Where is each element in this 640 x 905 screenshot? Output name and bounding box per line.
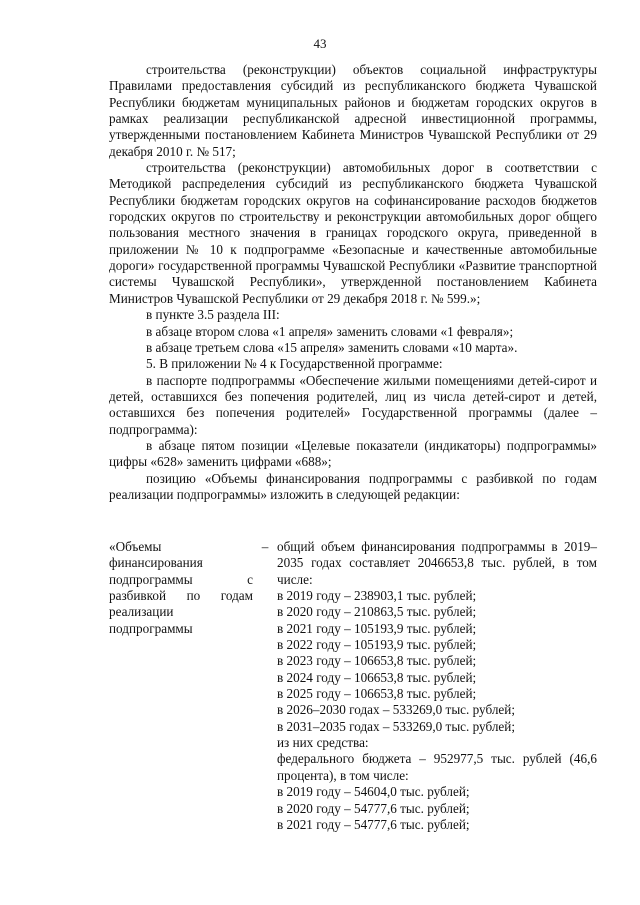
paragraph: в абзаце втором слова «1 апреля» заменить словами «1 февраля»;	[146, 323, 514, 339]
page-number: 43	[313, 36, 327, 51]
paragraph: 5. В приложении № 4 к Государственной программе:	[146, 356, 443, 372]
table-line: в 2021 году – 54777,6 тыс. рублей;	[277, 816, 470, 832]
table-dash: –	[261, 539, 269, 554]
table-line: из них средства:	[277, 735, 369, 751]
table-line: в 2020 году – 54777,6 тыс. рублей;	[277, 800, 470, 816]
table-line: федерального бюджета – 952977,5 тыс. рублей (46,6 процента), в том числе:	[277, 751, 597, 783]
table-line: в 2023 году – 106653,8 тыс. рублей;	[277, 653, 477, 669]
table-line: в 2031–2035 годах – 533269,0 тыс. рублей;	[277, 718, 515, 734]
table-line: в 2019 году – 54604,0 тыс. рублей;	[277, 784, 470, 800]
financing-table	[109, 539, 597, 833]
paragraph: в паспорте подпрограммы «Обеспечение жилыми помещениями детей-сирот и детей, оставшихся без попечения родителей, лиц из числа детей-сирот и детей, оставшихся без попечения родителей» Государственной программы (далее – подпрограмма):	[109, 372, 597, 437]
paragraph: строительства (реконструкции) автомобильных дорог в соответствии с Методикой распределения субсидий из республиканского бюджета Чувашской Республики бюджетам городских округов на софинансирование расходов бюджетов городских округов по строительству и реконструкции автомобильных дорог общего пользования местного значения в границах городского округа, приведенной в приложении № 10 к подпрограмме «Безопасные и качественные автомобильные дороги» государственной программы Чувашской Республики «Развитие транспортной системы Чувашской Республики», утвержденной постановлением Кабинета Министров Чувашской Республики от 29 декабря 2018 г. № 599.»;	[109, 160, 597, 306]
paragraph: позицию «Объемы финансирования подпрограммы с разбивкой по годам реализации подпрограммы» изложить в следующей редакции:	[109, 470, 597, 502]
table-line: в 2019 году – 238903,1 тыс. рублей;	[277, 588, 477, 604]
paragraph: в абзаце пятом позиции «Целевые показатели (индикаторы) подпрограммы» цифры «628» заменить цифрами «688»;	[109, 437, 597, 470]
table-right-cell	[277, 539, 597, 833]
document-body	[109, 62, 597, 503]
table-line: в 2026–2030 годах – 533269,0 тыс. рублей;	[277, 702, 515, 718]
paragraph: строительства (реконструкции) объектов социальной инфраструктуры Правилами предоставления субсидий из республиканского бюджета Чувашской Республики бюджетам муниципальных районов и бюджетам городских округов в рамках реализации республиканской адресной инвестиционной программы, утвержденными постановлением Кабинета Министров Чувашской Республики от 29 декабря 2010 г. № 517;	[109, 62, 597, 159]
table-line: в 2022 году – 105193,9 тыс. рублей;	[277, 637, 477, 653]
paragraph: в пункте 3.5 раздела III:	[146, 307, 280, 323]
table-line: в 2021 году – 105193,9 тыс. рублей;	[277, 620, 477, 636]
table-line: в 2025 году – 106653,8 тыс. рублей;	[277, 686, 477, 702]
table-line: в 2024 году – 106653,8 тыс. рублей;	[277, 669, 477, 685]
table-line: в 2020 году – 210863,5 тыс. рублей;	[277, 604, 477, 620]
paragraph: в абзаце третьем слова «15 апреля» заменить словами «10 марта».	[146, 339, 518, 355]
table-line: общий объем финансирования подпрограммы в 2019–2035 годах составляет 2046653,8 тыс. рублей, в том числе:	[277, 539, 597, 587]
table-left-cell: «Объемы финансирования подпрограммы с разбивкой по годам реализации подпрограммы	[109, 539, 253, 636]
